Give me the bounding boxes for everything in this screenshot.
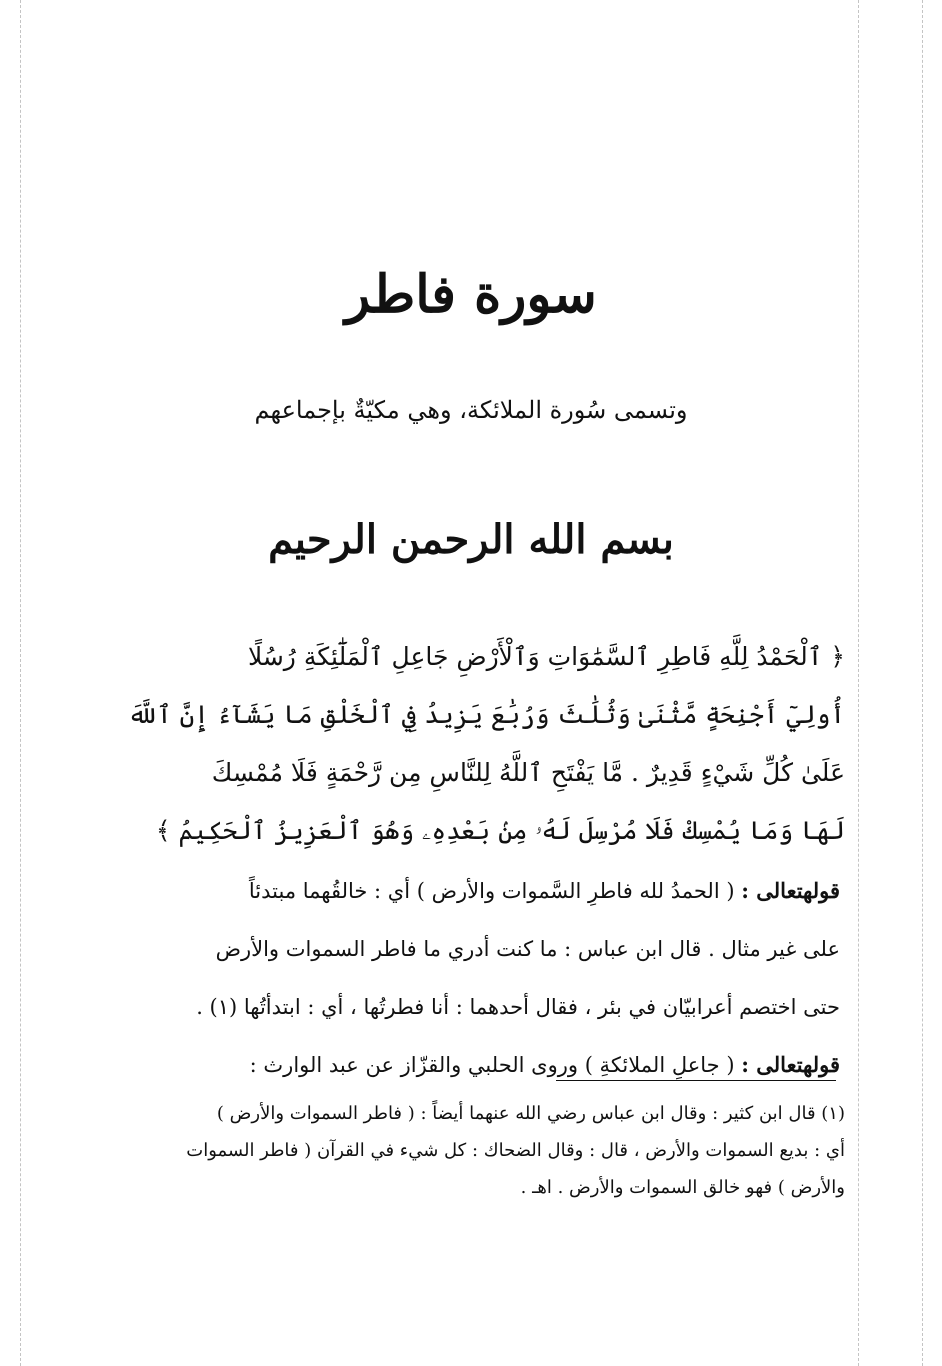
surah-subtitle: وتسمى سُورة الملائكة، وهي مكيّةٌ بإجماعهم: [254, 396, 688, 424]
footnote-block: [90, 1095, 845, 1206]
footnote-line: (١) قال ابن كثير : وقال ابن عباس رضي الله عنهما أيضاً : ( فاطر السموات والأرض ): [216, 1103, 845, 1124]
basmala: بسم الله الرحمن الرحيم: [268, 516, 674, 563]
footnote-divider: [556, 1080, 836, 1081]
page-guide-edge: [922, 0, 923, 1366]
commentary-lead: قولهتعالى :: [741, 1052, 840, 1077]
commentary-line: [90, 978, 840, 1036]
verse-line: عَلَىٰ كُلِّ شَيْءٍ قَدِيرٌ . مَّا يَفْتَحِ ٱللَّهُ لِلنَّاسِ مِن رَّحْمَةٍ فَلَا مُمْسِكَ: [211, 758, 845, 787]
commentary-line: [90, 920, 840, 978]
quran-verse-block: [70, 628, 845, 860]
page-guide-left: [20, 0, 21, 1366]
surah-title: سورة فاطر: [345, 264, 597, 325]
footnote-line: والأرض ) فهو خالق السموات والأرض . اهـ .: [520, 1177, 845, 1198]
footnote-line: أي : بديع السموات والأرض ، قال : وقال الضحاك : كل شيء في القرآن ( فاطر السموات: [186, 1140, 845, 1161]
commentary-text: حتى اختصم أعرابيّان في بئر ، فقال أحدهما : أنا فطرتُها ، أي : ابتدأتُها (١) .: [196, 995, 840, 1019]
commentary-text: ( جاعلِ الملائكةِ ) وروى الحلبي والقزّاز عن عبد الوارث :: [249, 1053, 742, 1077]
commentary-text: ( الحمدُ لله فاطرِ السَّموات والأرض ) أي : خالقُهما مبتدئاً: [248, 879, 742, 903]
verse-line: أُولِيٓ أَجْنِحَةٍ مَّثْنَىٰ وَثُلَٰثَ وَرُبَٰعَ يَزِيدُ فِي ٱلْخَلْقِ مَا يَشَآءُ إِنَّ ٱللَّهَ: [127, 700, 845, 729]
verse-line: ﴿ ٱلْحَمْدُ لِلَّهِ فَاطِرِ ٱلسَّمَٰوَاتِ وَٱلْأَرْضِ جَاعِلِ ٱلْمَلَٰٓئِكَةِ رُسُلًا: [247, 642, 845, 671]
commentary-line: [90, 1036, 840, 1094]
commentary-lead: قولهتعالى :: [741, 878, 840, 903]
commentary-text: على غير مثال . قال ابن عباس : ما كنت أدري ما فاطر السموات والأرض: [215, 937, 840, 961]
page-guide-right: [858, 0, 859, 1366]
verse-line: لَهَا وَمَا يُمْسِكْ فَلَا مُرْسِلَ لَهُۥ مِنۢ بَعْدِهِۦ وَهُوَ ٱلْعَزِيزُ ٱلْحَكِيمُ ﴾: [155, 816, 845, 845]
commentary-block: [90, 862, 840, 1094]
commentary-line: [90, 862, 840, 920]
